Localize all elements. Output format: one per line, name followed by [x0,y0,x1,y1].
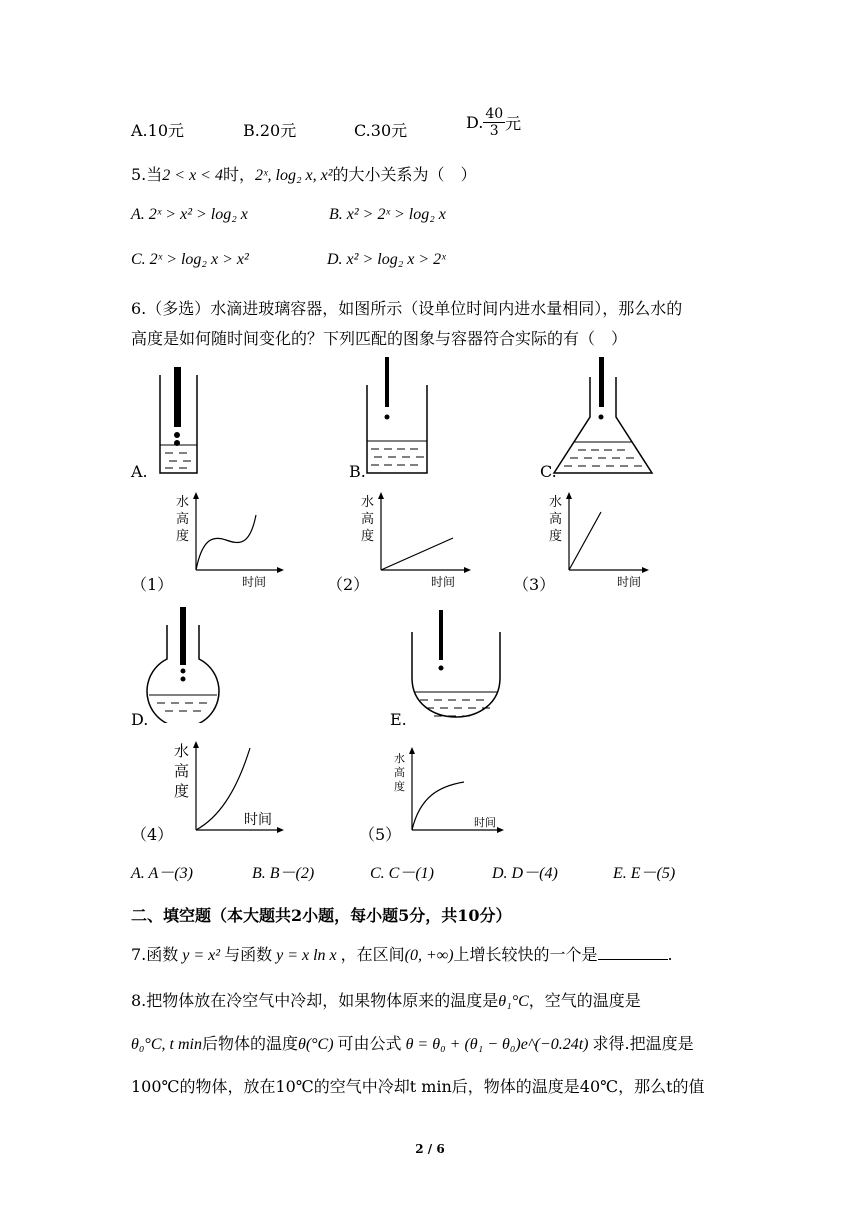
q7-function-2: y = x ln x [276,947,337,964]
water-fill-dashes [420,700,490,716]
q5-option-a: A. 2ˣ > x² > log₂ x [131,206,248,223]
container-b-label: B. [349,462,366,481]
x-axis-arrow-icon [497,827,504,833]
x-label: 时间 [431,575,456,589]
y-axis-arrow-icon [378,492,384,499]
container-c-label: C. [540,462,557,481]
y-label-3: 度 [174,782,190,800]
q7-suffix: 上增长较快的一个是 [453,945,598,964]
y-label-3: 度 [361,529,375,544]
graph-1-label: （1） [131,575,174,594]
y-axis-arrow-icon [566,492,572,499]
q6-stem-line1: 6.（多选）水滴进玻璃容器，如图所示（设单位时间内进水量相同），那么水的 [131,299,683,318]
graph-2-line [381,538,453,570]
y-axis-arrow-icon [193,492,199,499]
water-fill-dashes [564,450,642,466]
q8-line1-c: ，空气的温度是 [528,991,641,1010]
y-label-3: 度 [176,529,190,544]
drip-tube-icon [385,357,389,407]
water-drop-icon [439,666,444,671]
q8-line2-b: 后物体的温度 [201,1034,298,1053]
graph-1 [168,490,288,590]
q5-condition: 2 < x < 4 [162,167,223,184]
x-axis-arrow-icon [464,567,471,573]
q6-option-d: D. D－(4) [492,865,558,882]
graph-3-line [569,512,601,570]
graph-5 [392,744,512,838]
q5-stem [131,162,477,185]
y-label-2: 高 [361,512,375,527]
water-drop-icon [385,415,390,420]
q5-stem-suffix: 的大小关系为（ ） [332,165,477,184]
y-label-2: 高 [176,512,190,527]
graph-2-label: （2） [327,575,370,594]
q8-line-3: 100℃的物体，放在10℃的空气中冷却t min后，物体的温度是40℃，那么t的值 [131,1077,705,1096]
graph-5-curve [412,782,464,830]
q7-text [131,942,673,965]
q8-line2-d: 可由公式 [337,1034,402,1053]
drip-tube-icon [174,367,181,427]
q4-option-d-prefix: D. [466,113,484,132]
container-e-figure [410,608,505,726]
q6-option-c: C. C－(1) [370,865,435,882]
q5-option-d: D. x² > log₂ x > 2ˣ [327,251,446,268]
q6-option-b: B. B－(2) [252,865,315,882]
q8-line2-f: 求得.把温度是 [592,1034,694,1053]
water-fill-dashes [157,703,207,711]
container-c-figure [550,355,660,480]
water-drop-icon [181,677,186,682]
q8-theta: θ(°C) [297,1036,334,1053]
x-label: 时间 [244,812,272,828]
q8-theta0: θ₀°C, t min [131,1036,202,1053]
container-a-figure [155,365,205,477]
container-e-label: E. [390,710,407,729]
graph-2 [355,490,475,590]
y-label-2: 高 [394,766,405,779]
q4-option-a: A.10元 [131,121,185,140]
q7-mid2: ，在区间 [340,945,405,964]
page-number: 2 / 6 [415,1142,445,1156]
q6-stem-line2: 高度是如何随时间变化的？下列匹配的图象与容器符合实际的有（ ） [131,329,628,348]
container-d-label: D. [131,710,149,729]
x-axis-arrow-icon [277,827,284,833]
drip-tube-icon [180,607,186,665]
q8-line-2 [131,1031,694,1054]
q4-option-d-numerator: 40 [485,106,504,122]
q7-mid: 与函数 [224,945,273,964]
section-2-title: 二、填空题（本大题共2小题，每小题5分，共10分） [131,906,512,925]
y-label-3: 度 [394,780,405,793]
q4-option-c: C.30元 [354,121,408,140]
x-label: 时间 [474,816,496,829]
x-axis-arrow-icon [642,567,649,573]
water-fill-dashes [165,453,191,468]
q7-end: . [667,945,673,964]
water-drop-icon [181,669,186,674]
q8-theta1: θ₁°C [498,993,529,1010]
y-label-2: 高 [549,512,563,527]
q4-option-d-denominator: 3 [489,123,499,139]
x-label: 时间 [242,575,267,589]
q7-function-1: y = x² [182,947,221,964]
drip-tube-icon [599,357,604,407]
y-axis-arrow-icon [193,741,199,748]
q4-option-d-fraction [483,106,505,139]
bowl-container-icon [412,632,500,717]
graph-1-curve [196,515,256,570]
water-fill-dashes [371,449,424,465]
q5-expressions: 2ˣ, log₂ x, x² [255,167,333,184]
container-b-figure [362,355,432,477]
wide-container-icon [367,385,427,473]
y-label-1: 水 [174,742,190,760]
q5-option-b: B. x² > 2ˣ > log₂ x [329,206,446,223]
x-label: 时间 [617,575,642,589]
water-drop-icon [599,415,604,420]
graph-4 [168,738,288,838]
q5-stem-mid: 时， [222,165,255,184]
q8-formula: θ = θ₀ + (θ₁ − θ₀)e^(−0.24t) [405,1036,589,1053]
drip-tube-icon [439,610,443,660]
y-label-1: 水 [361,495,375,510]
y-label-1: 水 [394,752,405,765]
y-label-1: 水 [549,495,563,510]
graph-5-label: （5） [359,825,402,844]
y-axis-arrow-icon [409,747,415,754]
q5-stem-prefix: 5.当 [131,165,163,184]
y-label-2: 高 [174,762,190,780]
container-a-label: A. [131,462,148,481]
y-label-1: 水 [176,495,190,510]
graph-4-label: （4） [131,825,174,844]
q8-line-1 [131,988,731,1011]
water-drop-icon [174,432,180,438]
container-d-figure [145,605,225,723]
q5-option-c: C. 2ˣ > log₂ x > x² [131,251,249,268]
x-axis-arrow-icon [277,567,284,573]
q4-option-d [466,106,521,139]
q4-option-d-suffix: 元 [505,114,522,133]
q6-option-e: E. E－(5) [613,865,676,882]
graph-3-label: （3） [513,575,556,594]
q7-interval: (0, +∞) [404,947,454,964]
y-label-3: 度 [549,529,563,544]
graph-4-curve [196,748,250,830]
graph-3 [545,490,655,590]
q8-line1-a: 8.把物体放在冷空气中冷却，如果物体原来的温度是 [131,991,499,1010]
q7-prefix: 7.函数 [131,945,179,964]
q4-option-b: B.20元 [243,121,297,140]
q6-option-a: A. A－(3) [131,865,193,882]
q7-answer-blank[interactable] [598,945,668,960]
